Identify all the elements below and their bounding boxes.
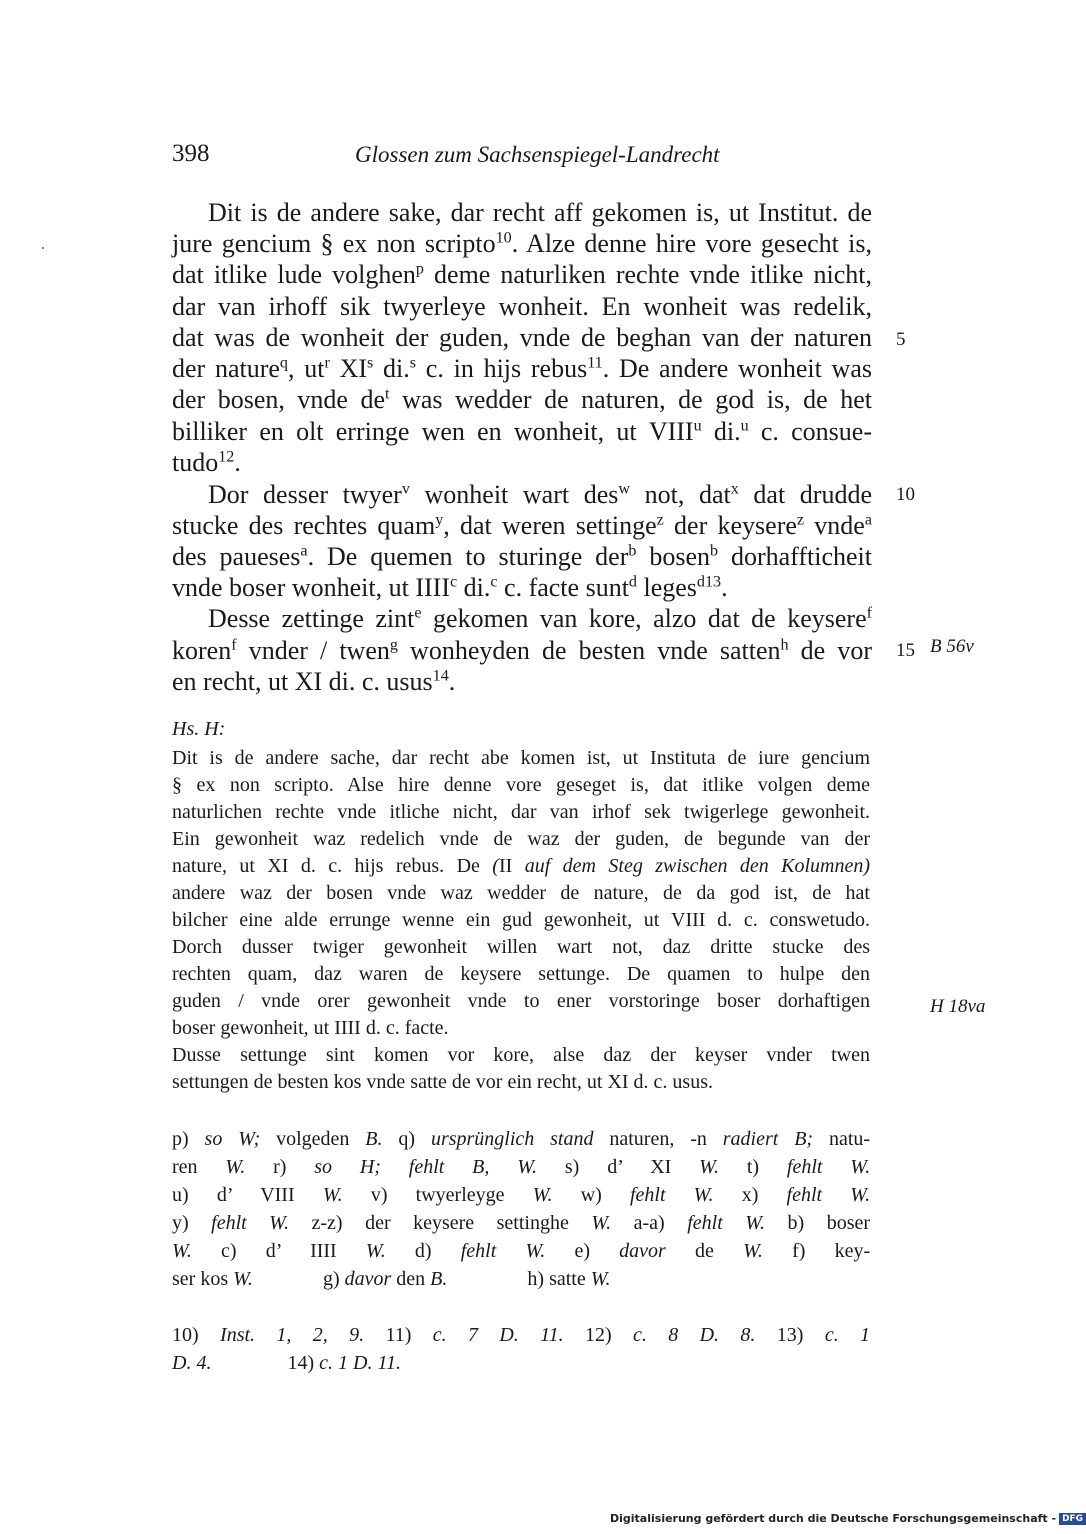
superscript-marker: r [324,354,330,372]
apparatus-note: x) fehlt W. [741,1184,871,1206]
superscript-marker: x [730,480,739,498]
source-note: D. 4. [172,1352,212,1374]
dfg-logo: DFG [1059,1513,1086,1525]
superscript-marker: 12 [218,448,235,466]
text-line: der bosen, vnde $de^t$ was wedder de naturen, de god is, de het [172,385,872,414]
apparatus-line [172,1268,870,1291]
superscript-marker: u [740,417,749,435]
variant-line: guden / vnde orer gewonheit vnde to ener vorstoringe boser dorhaftigen [172,990,870,1012]
variant-line: Dorch dusser twiger gewonheit willen wart not, daz dritte stucke des [172,936,870,958]
text-line: billiker en olt erringe wen en wonheit, ut VIII$^u$ di.$^u$ c. consue- [172,417,872,446]
apparatus-line [172,1156,870,1179]
source-note: 12) c. 8 D. 8. [585,1324,756,1346]
variant-line: naturlichen rechte vnde itliche nicht, dar van irhof sek twigerlege gewonheit. [172,801,870,823]
apparatus-note: ren W. [172,1156,246,1178]
line-number: 5 [896,329,906,350]
superscript-marker: g [389,636,398,654]
superscript-marker: 14 [432,667,449,685]
superscript-marker: e [414,604,422,622]
apparatus-note: h) satte W. [527,1268,611,1290]
superscript-marker: c [490,573,498,591]
source-note: 10) Inst. 1, 2, 9. [172,1324,365,1346]
apparatus-note: s) d’ XI W. [564,1156,719,1178]
variant-heading: Hs. H: [172,718,226,740]
apparatus-line [172,1240,870,1263]
apparatus-line [172,1184,870,1207]
superscript-marker: f [866,604,873,622]
superscript-marker: s [409,354,417,372]
text-line: koren$^f$ vnder / twen$^g$ wonheyden de besten vnde satten$^h$ de vor [172,636,872,665]
source-note: 11) c. 7 D. 11. [385,1324,564,1346]
apparatus-note: g) davor den B. [322,1268,448,1290]
variant-line: boser gewonheit, ut IIII d. c. facte. [172,1017,449,1039]
apparatus-note: ser kos W. [172,1268,253,1290]
superscript-marker: u [693,417,702,435]
apparatus-marker: p [415,260,424,278]
page-number: 398 [172,140,210,167]
text-line: Desse zettinge zint$^e$ gekomen van kore, alzo dat de keysere$^f$ [208,604,873,633]
apparatus-note: b) boser [787,1212,871,1234]
superscript-marker: y [435,511,444,529]
apparatus-line [172,1128,870,1151]
superscript-marker: a [864,511,873,529]
apparatus-note: q) ursprünglich stand naturen, -n radiert B; natu- [398,1128,871,1150]
variant-line: andere waz der bosen vnde waz wedder de nature, de da god ist, de hat [172,882,870,904]
text-line: stucke des rechtes quam$^y$, dat weren settinge$^z$ der keysere$^z$ vnde$^a$ [172,511,873,540]
superscript-marker: h [780,636,789,654]
superscript-marker: s [367,354,374,372]
superscript-marker: z [796,511,805,529]
variant-line: rechten quam, daz waren de keysere settunge. De quamen to hulpe den [172,963,870,985]
running-title: Glossen zum Sachsenspiegel-Landrecht [355,142,720,167]
variant-line: bilcher eine alde errunge wenne ein gud gewonheit, ut VIII d. c. conswetudo. [172,909,870,931]
source-line [172,1352,870,1375]
variant-line: settungen de besten kos vnde satte de vor ein recht, ut XI d. c. usus. [172,1071,713,1093]
apparatus-note: a-a) fehlt W. [633,1212,766,1234]
apparatus-note: r) so H; fehlt B, W. [273,1156,538,1178]
variant-line: Ein gewonheit waz redelich vnde de waz der guden, de begunde van der [172,828,870,850]
source-note: 13) c. 1 [776,1324,871,1346]
margin-folio-ref: H 18va [930,996,986,1017]
superscript-marker: b [710,542,719,560]
apparatus-note: W. [172,1240,192,1262]
superscript-marker: a [300,542,308,560]
superscript-marker: c [449,573,458,591]
source-line [172,1324,870,1347]
text-line: vnde boser wonheit, ut IIII$^c$ di.$^c$ c. facte sunt$^d$ leges$^{d13}$. [172,573,728,602]
apparatus-note: y) fehlt W. [172,1212,290,1234]
apparatus-note: w) fehlt W. [580,1184,714,1206]
text-line: des paueses$^a$. De quemen to sturinge der$^b$ bosen$^b$ dorhaffticheit [172,542,872,571]
apparatus-note: p) so W; volgeden B. [172,1128,383,1150]
footnote-marker: 10 [495,229,512,247]
digitization-credit: Digitalisierung gefördert durch die Deutsche Forschungsgemeinschaft - DFG [610,1512,1086,1525]
text-line: dat was de wonheit der guden, vnde de beghan van der naturen [172,323,872,352]
apparatus-note: c) d’ IIII W. [221,1240,386,1262]
apparatus-note: u) d’ VIII W. [172,1184,343,1206]
text-line: dat itlike lude volghen$^p$ deme naturliken rechte vnde itlike nicht, [172,260,872,289]
margin-folio-ref: B 56v [930,636,974,657]
variant-line: § ex non scripto. Alse hire denne vore geseget is, dat itlike volgen deme [172,774,870,796]
variant-line: Dusse settunge sint komen vor kore, alse daz der keyser vnder twen [172,1044,870,1066]
text-line: dar van irhoff sik twyerleye wonheit. En wonheit was redelik, [172,292,872,321]
apparatus-note: z-z) der keysere settinghe W. [311,1212,612,1234]
superscript-marker: v [401,480,410,498]
text-line: en recht, ut XI di. c. usus$^{14}$. [172,667,456,696]
superscript-marker: d [628,573,637,591]
scan-speck [42,247,44,249]
text-line: der nature$^q$, $ut^r$ $XI^s$ di.$^s$ c. in hijs rebus$^{11}$. De andere wonheit was [172,354,872,383]
line-number: 15 [896,640,915,661]
variant-line: Dit is de andere sache, dar recht abe komen ist, ut Instituta de iure gencium [172,747,870,769]
superscript-marker: z [656,511,664,529]
text-line: tudo$^{12}$. [172,448,241,477]
source-note: 14) c. 1 D. 11. [287,1352,401,1374]
apparatus-note: e) davor de W. [574,1240,763,1262]
apparatus-line [172,1212,870,1235]
superscript-marker: 11 [587,354,603,372]
superscript-marker: b [628,542,637,560]
superscript-marker: d13 [696,573,722,591]
line-number: 10 [896,484,915,505]
text-line: jure gencium § ex non scripto$^{10}$. Alze denne hire vore gesecht is, [172,229,872,258]
apparatus-note: f) key- [792,1240,871,1262]
apparatus-note: d) fehlt W. [414,1240,546,1262]
apparatus-note: t) fehlt W. [746,1156,871,1178]
superscript-marker: w [618,480,631,498]
text-line: Dit is de andere sake, dar recht aff gekomen is, ut Institut. de [208,198,872,227]
apparatus-note: v) twyerleyge W. [370,1184,553,1206]
text-line: Dor desser twyer$^v$ wonheit wart des$^w$ not, dat$^x$ dat drudde [208,480,872,509]
variant-line: nature, ut XI d. c. hijs rebus. De (II auf dem Steg zwischen den Kolumnen) [172,855,871,877]
superscript-marker: t [385,385,390,403]
superscript-marker: q [279,354,288,372]
superscript-marker: f [231,636,237,654]
